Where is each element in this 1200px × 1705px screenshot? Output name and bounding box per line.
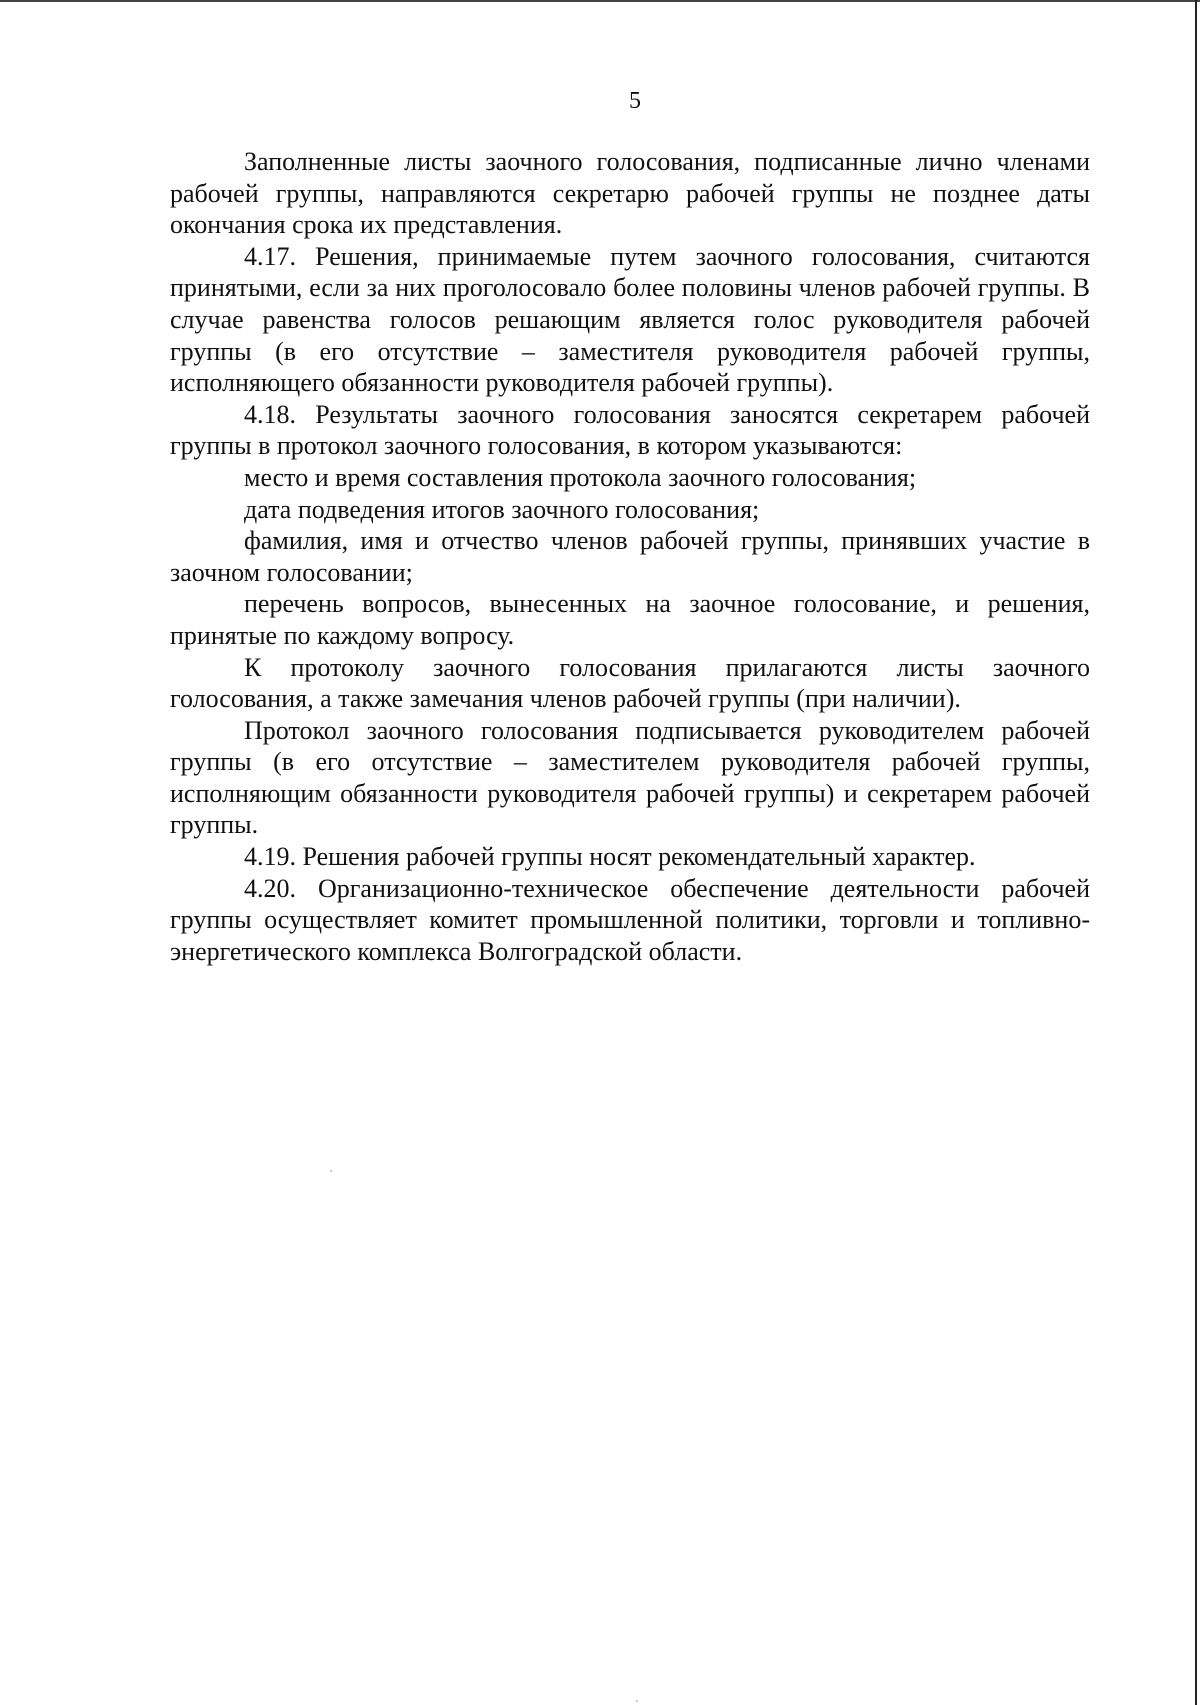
scan-edge-right: [1195, 0, 1197, 1705]
document-body: [170, 146, 1090, 967]
scan-edge-top: [0, 0, 1200, 2]
list-item-members: фамилия, имя и отчество членов рабочей группы, принявших участие в заочном голосовании;: [170, 526, 1090, 587]
scan-speck: [636, 1700, 638, 1702]
page-number: 5: [629, 88, 641, 114]
paragraph-filled-ballots: Заполненные листы заочного голосования, подписанные лично членами рабочей группы, направляются секретарю рабочей группы не позднее даты окончания срока их представления.: [170, 147, 1090, 240]
paragraph-4-20: 4.20. Организационно-техническое обеспечение деятельности рабочей группы осуществляет комитет промышленной политики, торговли и топливно-энергетического комплекса Волгоградской области.: [170, 873, 1090, 966]
list-item-place-time: место и время составления протокола заочного голосования;: [244, 462, 917, 492]
list-item-date: дата подведения итогов заочного голосования;: [244, 494, 760, 524]
list-item-questions: перечень вопросов, вынесенных на заочное голосование, и решения, принятые по каждому вопросу.: [170, 589, 1090, 650]
scan-speck: [330, 1170, 332, 1172]
paragraph-4-18: 4.18. Результаты заочного голосования заносятся секретарем рабочей группы в протокол заочного голосования, в котором указываются:: [170, 399, 1090, 461]
paragraph-attachments: К протоколу заочного голосования прилагаются листы заочного голосования, а также замечания членов рабочей группы (при наличии).: [170, 652, 1090, 714]
paragraph-4-17: 4.17. Решения, принимаемые путем заочного голосования, считаются принятыми, если за них проголосовало более половины членов рабочей группы. В случае равенства голосов решающим является голос руководителя рабочей группы (в его отсутствие – заместителя руководителя рабочей группы, исполняющего обязанности руководителя рабочей группы).: [170, 241, 1090, 398]
paragraph-4-19: 4.19. Решения рабочей группы носят рекомендательный характер.: [244, 842, 976, 872]
paragraph-protocol-signing: Протокол заочного голосования подписывается руководителем рабочей группы (в его отсутствие – заместителем руководителя рабочей группы, исполняющим обязанности руководителя рабочей группы) и секретарем рабочей группы.: [170, 715, 1090, 840]
